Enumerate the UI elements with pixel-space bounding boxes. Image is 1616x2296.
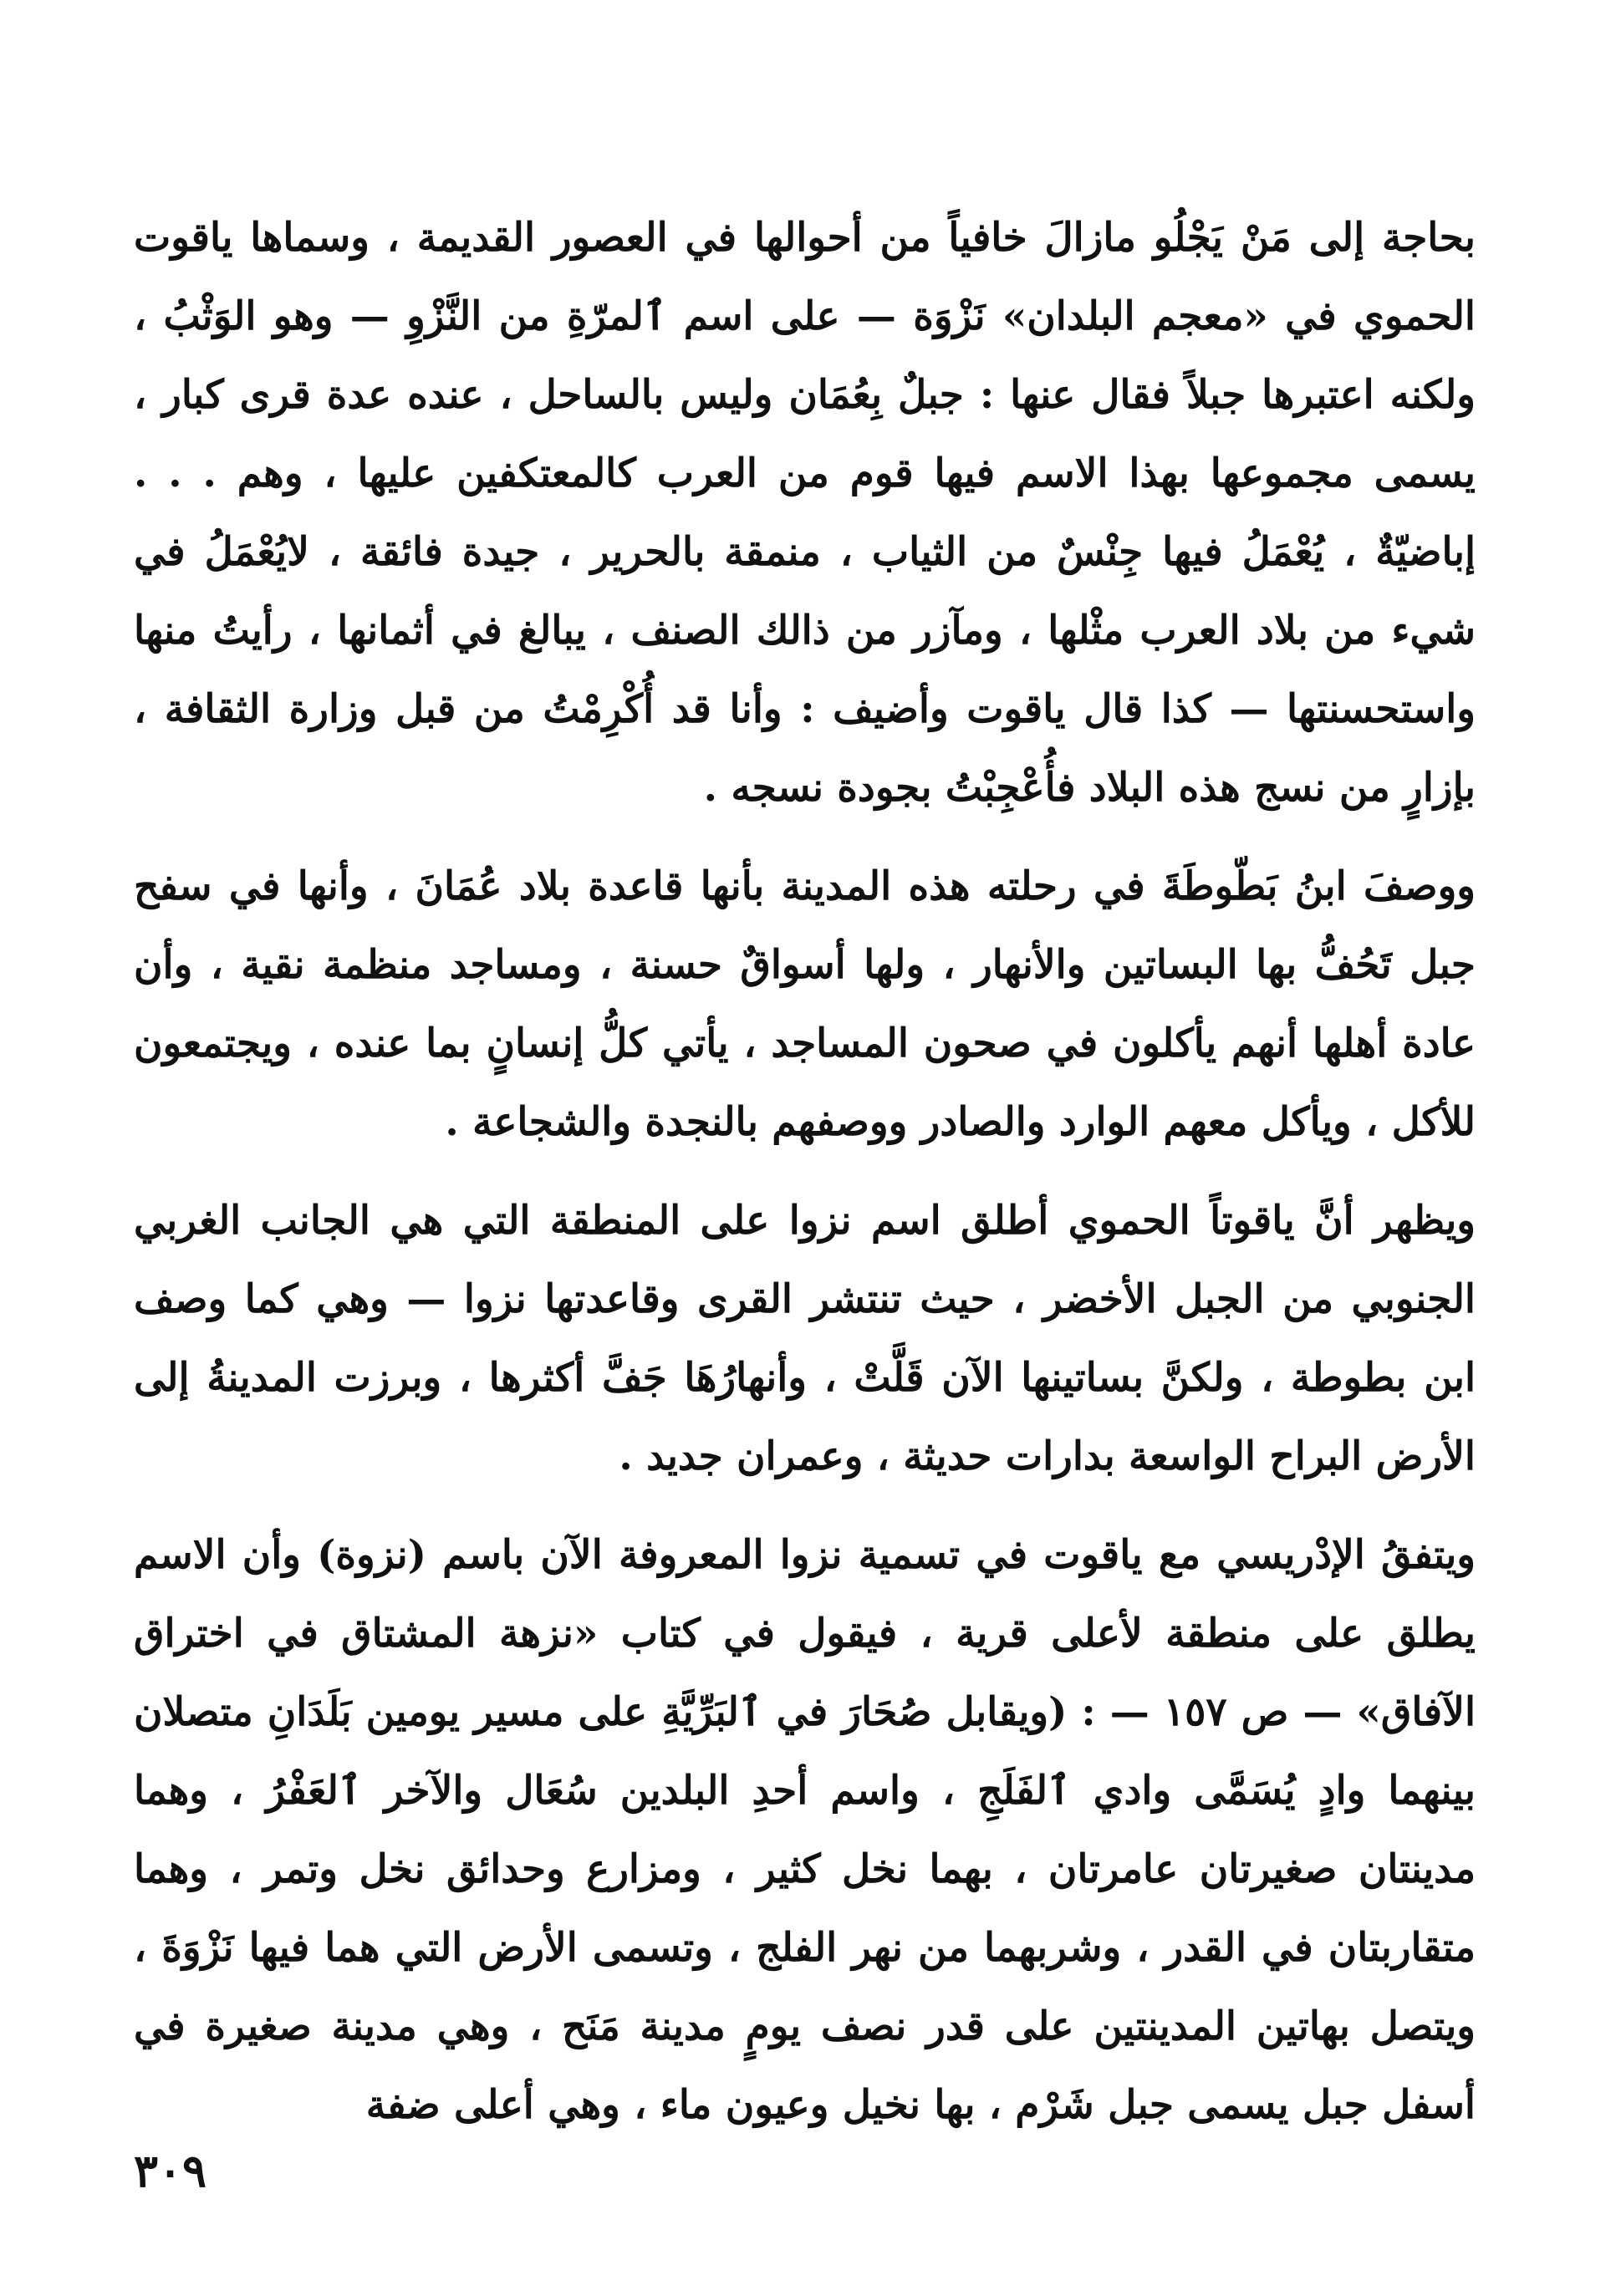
paragraph-1: بحاجة إلى مَنْ يَجْلُو مازالَ خافياً من أحوالها في العصور القديمة ، وسماها ياقوت الحموي في «معجم البلدان» نَزْوَة — على اسم ٱلمرّةِ من النَّزْوِ — وهو الوَثْبُ ، ولكنه اعتبرها جبلاً فقال عنها : جبلٌ بِعُمَان وليس بالساحل ، عنده عدة قرى كبار ، يسمى مجموعها بهذا الاسم فيها قوم من العرب كالمعتكفين عليها ، وهم . . . إباضيّةٌ ، يُعْمَلُ فيها جِنْسٌ من الثياب ، منمقة بالحرير ، جيدة فائقة ، لايُعْمَلُ في شيء من بلاد العرب مثْلها ، ومآزر من ذالك الصنف ، يبالغ في أثمانها ، رأيتُ منها واستحسنتها — كذا قال ياقوت وأضيف : وأنا قد أُكْرِمْتُ من قبل وزارة الثقافة ، بإزارٍ من نسج هذه البلاد فأُعْجِبْتُ بجودة نسجه .: [134, 215, 1476, 811]
paragraph-3: ويظهر أنَّ ياقوتاً الحموي أطلق اسم نزوا على المنطقة التي هي الجانب الغربي الجنوبي من الجبل الأخضر ، حيث تنتشر القرى وقاعدتها نزوا — وهي كما وصف ابن بطوطة ، ولكنَّ بساتينها الآن قَلَّتْ ، وأنهارُهَا جَفَّ أكثرها ، وبرزت المدينةُ إلى الأرض البراح الواسعة بدارات حديثة ، وعمران جديد .: [134, 1198, 1476, 1479]
body-text: [134, 199, 1476, 2145]
paragraph-2: ووصفَ ابنُ بَطّوطَةَ في رحلته هذه المدينة بأنها قاعدة بلاد عُمَانَ ، وأنها في سفح جبل تَحُفُّ بها البساتين والأنهار ، ولها أسواقٌ حسنة ، ومساجد منظمة نقية ، وأن عادة أهلها أنهم يأكلون في صحون المساجد ، يأتي كلُّ إنسانٍ بما عنده ، ويجتمعون للأكل ، ويأكل معهم الوارد والصادر ووصفهم بالنجدة والشجاعة .: [134, 863, 1476, 1145]
page-number: ٣٠٩: [134, 2144, 207, 2197]
paragraph-4: ويتفقُ الإدْريسي مع ياقوت في تسمية نزوا المعروفة الآن باسم (نزوة) وأن الاسم يطلق على منطقة لأعلى قرية ، فيقول في كتاب «نزهة المشتاق في اختراق الآفاق» — ص ١٥٧ — : (ويقابل صُحَارَ في ٱلبَرِّيَّةِ على مسير يومين بَلَدَانِ متصلان بينهما وادٍ يُسَمَّى وادي ٱلفَلَجِ ، واسم أحدِ البلدين سُعَال والآخر ٱلعَفْرُ ، وهما مدينتان صغيرتان عامرتان ، بهما نخل كثير ، ومزارع وحدائق نخل وتمر ، وهما متقاربتان في القدر ، وشربهما من نهر الفلج ، وتسمى الأرض التي هما فيها نَزْوَةَ ، ويتصل بهاتين المدينتين على قدر نصف يومٍ مدينة مَنَح ، وهي مدينة صغيرة في أسفل جبل يسمى جبل شَرْم ، بها نخيل وعيون ماء ، وهي أعلى ضفة: [134, 1532, 1476, 2128]
